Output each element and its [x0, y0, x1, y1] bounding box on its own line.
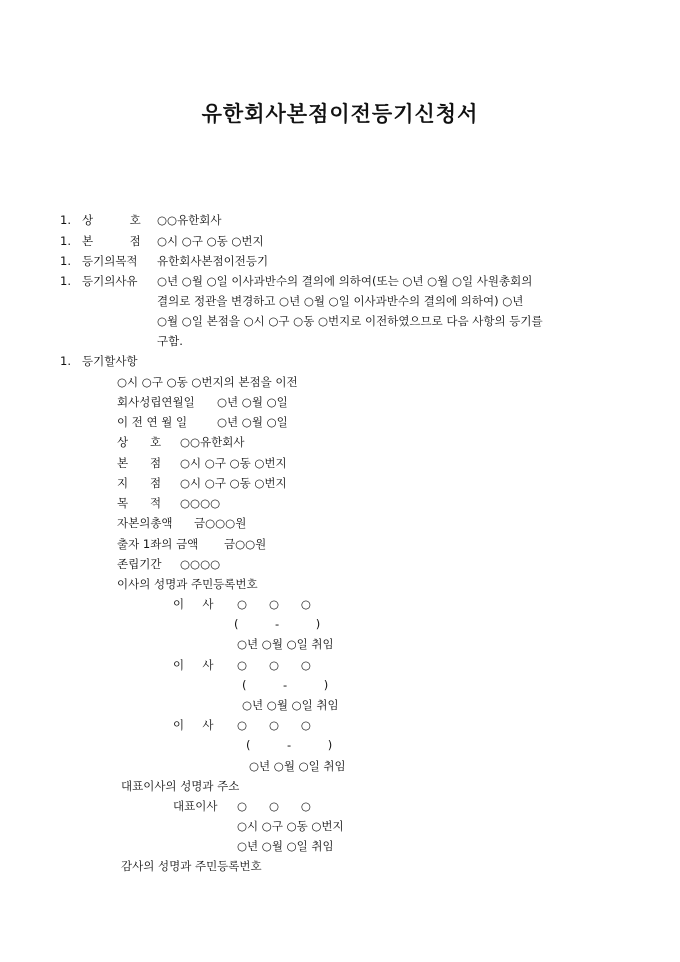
director-1-role: 이 사 [173, 597, 214, 611]
director-2-id: ( - ) [242, 678, 329, 692]
reason-line-4: 구함. [157, 334, 183, 348]
director-1-date: ○년 ○월 ○일 취임 [237, 637, 334, 651]
reason-line-1: ○년 ○월 ○일 이사과반수의 결의에 의하여(또는 ○년 ○월 ○일 사원총회의 [157, 274, 533, 288]
bullet-2: 1. [60, 234, 71, 248]
est-value: ○년 ○월 ○일 [217, 395, 288, 409]
capital-value: 금○○○원 [194, 516, 247, 530]
matter-branch-label: 지 점 [117, 476, 162, 490]
bullet-3: 1. [60, 254, 71, 268]
purpose-value: 유한회사본점이전등기 [157, 254, 269, 268]
name-label: 상 호 [82, 213, 141, 227]
rep-address: ○시 ○구 ○동 ○번지 [237, 819, 344, 833]
matter-move: ○시 ○구 ○동 ○번지의 본점을 이전 [117, 375, 298, 389]
share-label: 출자 1좌의 금액 [117, 537, 199, 551]
director-3-id: ( - ) [246, 738, 333, 752]
matter-name-label: 상 호 [117, 435, 162, 449]
document-title: 유한회사본점이전등기신청서 [201, 101, 479, 126]
rep-date: ○년 ○월 ○일 취임 [237, 839, 334, 853]
matter-object-label: 목 적 [117, 496, 162, 510]
director-2-date: ○년 ○월 ○일 취임 [242, 698, 339, 712]
director-3-date: ○년 ○월 ○일 취임 [249, 759, 346, 773]
duration-value: ○○○○ [180, 557, 221, 571]
rep-name: ○ ○ ○ [237, 799, 311, 813]
purpose-label: 등기의목적 [82, 254, 138, 268]
rep-role: 대표이사 [173, 799, 218, 813]
est-label: 회사성립연월일 [117, 395, 195, 409]
auditor-header: 감사의 성명과 주민등록번호 [121, 859, 262, 873]
director-1-id: ( - ) [234, 617, 321, 631]
share-value: 금○○원 [224, 537, 267, 551]
director-1-name: ○ ○ ○ [237, 597, 311, 611]
rep-header: 대표이사의 성명과 주소 [121, 779, 240, 793]
reason-line-3: ○월 ○일 본점을 ○시 ○구 ○동 ○번지로 이전하였으므로 다음 사항의 등기를 [157, 314, 543, 328]
bullet-1: 1. [60, 213, 71, 227]
capital-label: 자본의총액 [117, 516, 173, 530]
reason-line-2: 결의로 정관을 변경하고 ○년 ○월 ○일 이사과반수의 결의에 의하여) ○년 [157, 294, 524, 308]
matter-name-value: ○○유한회사 [180, 435, 245, 449]
move-date-value: ○년 ○월 ○일 [217, 415, 288, 429]
bullet-4: 1. [60, 274, 71, 288]
hq-label: 본 점 [82, 234, 141, 248]
move-date-label: 이 전 연 월 일 [117, 415, 188, 429]
director-2-name: ○ ○ ○ [237, 658, 311, 672]
bullet-5: 1. [60, 354, 71, 368]
matter-hq-value: ○시 ○구 ○동 ○번지 [180, 456, 287, 470]
reason-label: 등기의사유 [82, 274, 138, 288]
matter-branch-value: ○시 ○구 ○동 ○번지 [180, 476, 287, 490]
matter-object-value: ○○○○ [180, 496, 221, 510]
director-3-role: 이 사 [173, 718, 214, 732]
matters-label: 등기할사항 [82, 354, 138, 368]
name-value: ○○유한회사 [157, 213, 222, 227]
hq-value: ○시 ○구 ○동 ○번지 [157, 234, 264, 248]
directors-header: 이사의 성명과 주민등록번호 [117, 577, 258, 591]
director-2-role: 이 사 [173, 658, 214, 672]
duration-label: 존립기간 [117, 557, 162, 571]
matter-hq-label: 본 점 [117, 456, 162, 470]
director-3-name: ○ ○ ○ [237, 718, 311, 732]
